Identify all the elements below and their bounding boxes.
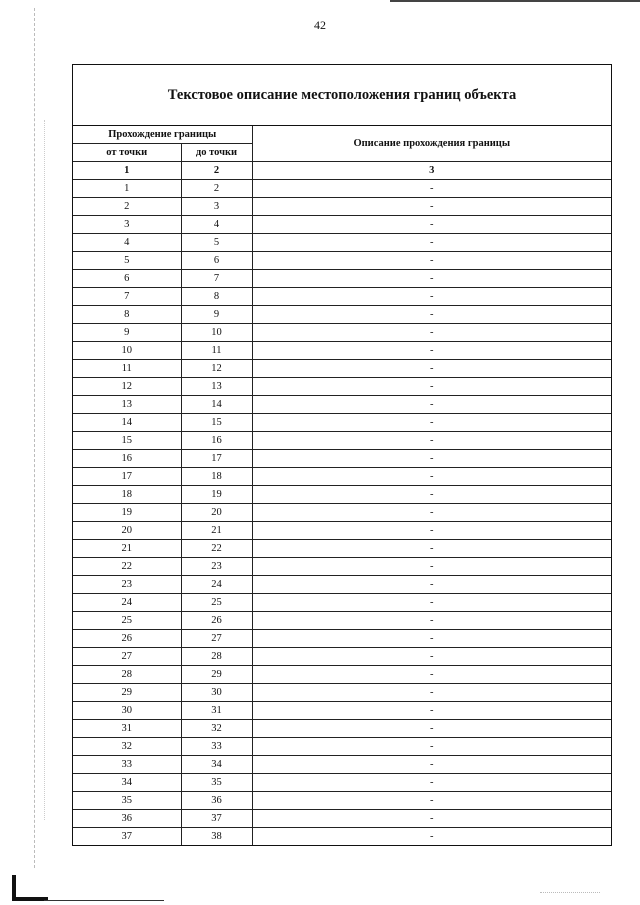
header-boundary-description: Описание прохождения границы (252, 126, 611, 162)
cell-description: - (252, 198, 611, 216)
cell-to-point: 33 (181, 738, 252, 756)
scan-corner-mark (12, 875, 48, 901)
cell-description: - (252, 738, 611, 756)
cell-description: - (252, 180, 611, 198)
cell-to-point: 35 (181, 774, 252, 792)
cell-from-point: 29 (73, 684, 181, 702)
column-number: 1 (73, 162, 181, 180)
cell-to-point: 22 (181, 540, 252, 558)
cell-description: - (252, 684, 611, 702)
cell-from-point: 1 (73, 180, 181, 198)
scan-edge-left (34, 8, 36, 868)
cell-from-point: 12 (73, 378, 181, 396)
cell-description: - (252, 594, 611, 612)
cell-description: - (252, 378, 611, 396)
cell-from-point: 24 (73, 594, 181, 612)
cell-to-point: 4 (181, 216, 252, 234)
table-row (73, 522, 611, 540)
column-number: 2 (181, 162, 252, 180)
cell-to-point: 15 (181, 414, 252, 432)
cell-from-point: 30 (73, 702, 181, 720)
table-row (73, 594, 611, 612)
cell-to-point: 38 (181, 828, 252, 846)
table-row (73, 396, 611, 414)
cell-to-point: 20 (181, 504, 252, 522)
table-row (73, 810, 611, 828)
column-number: 3 (252, 162, 611, 180)
cell-from-point: 33 (73, 756, 181, 774)
cell-description: - (252, 540, 611, 558)
cell-from-point: 18 (73, 486, 181, 504)
header-to-point: до точки (181, 144, 252, 162)
cell-description: - (252, 396, 611, 414)
boundary-table (73, 126, 611, 845)
cell-description: - (252, 270, 611, 288)
cell-to-point: 26 (181, 612, 252, 630)
cell-from-point: 27 (73, 648, 181, 666)
cell-description: - (252, 612, 611, 630)
cell-description: - (252, 252, 611, 270)
cell-to-point: 21 (181, 522, 252, 540)
cell-to-point: 25 (181, 594, 252, 612)
cell-from-point: 35 (73, 792, 181, 810)
table-row (73, 576, 611, 594)
cell-description: - (252, 648, 611, 666)
cell-to-point: 23 (181, 558, 252, 576)
cell-from-point: 26 (73, 630, 181, 648)
table-row (73, 180, 611, 198)
cell-to-point: 31 (181, 702, 252, 720)
table-row (73, 702, 611, 720)
cell-description: - (252, 360, 611, 378)
cell-to-point: 32 (181, 720, 252, 738)
table-row (73, 198, 611, 216)
cell-to-point: 12 (181, 360, 252, 378)
table-row (73, 252, 611, 270)
table-row (73, 540, 611, 558)
table-row (73, 378, 611, 396)
header-row-column-numbers (73, 162, 611, 180)
cell-from-point: 5 (73, 252, 181, 270)
cell-description: - (252, 324, 611, 342)
cell-description: - (252, 486, 611, 504)
cell-description: - (252, 432, 611, 450)
cell-from-point: 36 (73, 810, 181, 828)
scan-corner-line (44, 900, 164, 901)
cell-to-point: 36 (181, 792, 252, 810)
cell-to-point: 16 (181, 432, 252, 450)
cell-description: - (252, 756, 611, 774)
cell-description: - (252, 414, 611, 432)
cell-from-point: 21 (73, 540, 181, 558)
cell-from-point: 2 (73, 198, 181, 216)
table-row (73, 648, 611, 666)
cell-description: - (252, 306, 611, 324)
cell-to-point: 19 (181, 486, 252, 504)
header-from-point: от точки (73, 144, 181, 162)
cell-from-point: 25 (73, 612, 181, 630)
cell-description: - (252, 468, 611, 486)
cell-description: - (252, 666, 611, 684)
cell-description: - (252, 576, 611, 594)
cell-to-point: 11 (181, 342, 252, 360)
cell-to-point: 18 (181, 468, 252, 486)
cell-from-point: 9 (73, 324, 181, 342)
cell-to-point: 34 (181, 756, 252, 774)
cell-description: - (252, 774, 611, 792)
scan-edge-left-secondary (44, 120, 46, 820)
table-row (73, 450, 611, 468)
cell-to-point: 17 (181, 450, 252, 468)
table-row (73, 828, 611, 846)
cell-to-point: 2 (181, 180, 252, 198)
table-row (73, 486, 611, 504)
cell-to-point: 13 (181, 378, 252, 396)
cell-description: - (252, 522, 611, 540)
cell-from-point: 10 (73, 342, 181, 360)
cell-from-point: 23 (73, 576, 181, 594)
cell-description: - (252, 720, 611, 738)
cell-description: - (252, 792, 611, 810)
table-row (73, 342, 611, 360)
table-row (73, 630, 611, 648)
scan-mark-top (390, 0, 640, 2)
cell-from-point: 14 (73, 414, 181, 432)
page-number: 42 (314, 18, 326, 32)
cell-description: - (252, 810, 611, 828)
cell-from-point: 32 (73, 738, 181, 756)
cell-from-point: 19 (73, 504, 181, 522)
cell-to-point: 5 (181, 234, 252, 252)
cell-description: - (252, 504, 611, 522)
cell-from-point: 20 (73, 522, 181, 540)
cell-from-point: 37 (73, 828, 181, 846)
table-row (73, 234, 611, 252)
cell-from-point: 34 (73, 774, 181, 792)
table-row (73, 288, 611, 306)
cell-to-point: 7 (181, 270, 252, 288)
cell-from-point: 15 (73, 432, 181, 450)
table-row (73, 306, 611, 324)
table-row (73, 684, 611, 702)
cell-to-point: 8 (181, 288, 252, 306)
table-row (73, 612, 611, 630)
cell-description: - (252, 558, 611, 576)
cell-from-point: 4 (73, 234, 181, 252)
cell-to-point: 37 (181, 810, 252, 828)
table-row (73, 792, 611, 810)
document-title: Текстовое описание местоположения границ объекта (73, 65, 611, 126)
table-row (73, 558, 611, 576)
table-row (73, 216, 611, 234)
cell-to-point: 24 (181, 576, 252, 594)
cell-to-point: 30 (181, 684, 252, 702)
header-boundary-passage: Прохождение границы (73, 126, 252, 144)
table-row (73, 324, 611, 342)
cell-description: - (252, 342, 611, 360)
cell-from-point: 7 (73, 288, 181, 306)
cell-to-point: 14 (181, 396, 252, 414)
table-row (73, 432, 611, 450)
table-row (73, 468, 611, 486)
table-row (73, 270, 611, 288)
table-row (73, 666, 611, 684)
cell-from-point: 13 (73, 396, 181, 414)
header-row-group (73, 126, 611, 144)
cell-to-point: 6 (181, 252, 252, 270)
cell-to-point: 29 (181, 666, 252, 684)
table-row (73, 414, 611, 432)
table-row (73, 504, 611, 522)
table-row (73, 738, 611, 756)
cell-from-point: 16 (73, 450, 181, 468)
cell-to-point: 28 (181, 648, 252, 666)
table-row (73, 756, 611, 774)
cell-to-point: 27 (181, 630, 252, 648)
cell-to-point: 3 (181, 198, 252, 216)
cell-description: - (252, 702, 611, 720)
cell-from-point: 8 (73, 306, 181, 324)
cell-from-point: 3 (73, 216, 181, 234)
cell-description: - (252, 234, 611, 252)
table-row (73, 360, 611, 378)
scan-noise (540, 884, 600, 893)
cell-description: - (252, 630, 611, 648)
cell-description: - (252, 288, 611, 306)
cell-description: - (252, 828, 611, 846)
cell-description: - (252, 216, 611, 234)
cell-from-point: 11 (73, 360, 181, 378)
cell-from-point: 17 (73, 468, 181, 486)
cell-from-point: 28 (73, 666, 181, 684)
cell-to-point: 9 (181, 306, 252, 324)
cell-description: - (252, 450, 611, 468)
table-row (73, 774, 611, 792)
boundary-description-table-frame (72, 64, 612, 846)
cell-from-point: 22 (73, 558, 181, 576)
cell-from-point: 6 (73, 270, 181, 288)
table-row (73, 720, 611, 738)
cell-to-point: 10 (181, 324, 252, 342)
cell-from-point: 31 (73, 720, 181, 738)
